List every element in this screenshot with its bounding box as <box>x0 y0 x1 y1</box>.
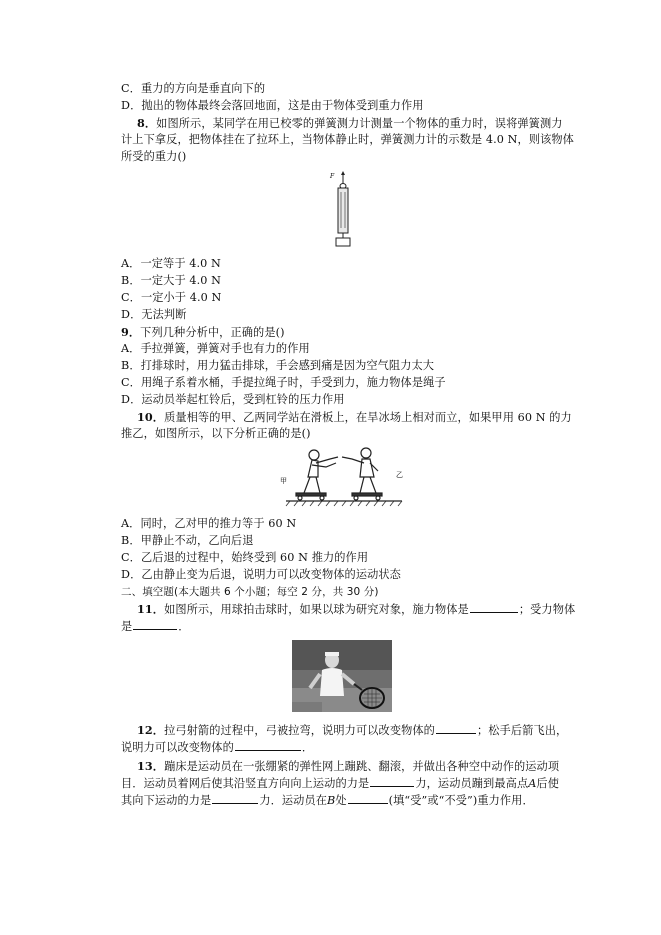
q7-option-d: D．抛出的物体最终会落回地面，这是由于物体受到重力作用 <box>121 99 424 112</box>
force-label: F <box>330 173 335 180</box>
section-fill-in-heading: 二、填空题(本大题共 6 个小题；每空 2 分，共 30 分) <box>121 586 379 598</box>
q7-option-c: C．重力的方向是垂直向下的 <box>121 82 266 95</box>
q13-blank-1[interactable] <box>370 775 414 787</box>
label-jia: 甲 <box>280 477 287 485</box>
q10-option-b: B．甲静止不动，乙向后退 <box>121 534 254 547</box>
q9-option-b: B．打排球时，用力猛击排球，手会感到痛是因为空气阻力太大 <box>121 359 435 372</box>
q8-option-c: C．一定小于 4.0 N <box>121 291 222 304</box>
q10-stem-line1: 10．质量相等的甲、乙两同学站在滑板上，在旱冰场上相对而立，如果甲用 60 N 的力 <box>137 410 572 424</box>
q8-option-d: D．无法判断 <box>121 308 187 321</box>
q11-stem-line1: 11．如图所示，用球拍击球时，如果以球为研究对象，施力物体是 ；受力物体 <box>137 602 576 616</box>
q12-blank-1[interactable] <box>436 722 476 734</box>
q13-stem-line3: 其向下运动的力是 力．运动员在B处 (填“受”或“不受”)重力作用． <box>121 794 534 807</box>
q8-stem-line3: 所受的重力() <box>121 150 187 163</box>
q8-option-a: A．一定等于 4.0 N <box>121 257 221 270</box>
q13-stem-line1: 13．蹦床是运动员在一张绷紧的弹性网上蹦跳、翻滚，并做出各种空中动作的运动项 <box>137 759 560 773</box>
q11-stem-line2: 是 ． <box>121 620 190 633</box>
q9-stem: 9．下列几种分析中，正确的是() <box>121 325 285 339</box>
q11-blank-1[interactable] <box>470 601 518 613</box>
q9-option-c: C．用绳子系着水桶，手提拉绳子时，手受到力，施力物体是绳子 <box>121 376 446 389</box>
q8-stem-line1: 8．如图所示，某同学在用已校零的弹簧测力计测量一个物体的重力时，误将弹簧测力 <box>137 116 563 130</box>
spring-scale-figure <box>328 170 358 250</box>
q8-option-b: B．一定大于 4.0 N <box>121 274 222 287</box>
q9-option-a: A．手拉弹簧，弹簧对手也有力的作用 <box>121 342 310 355</box>
skateboard-push-figure <box>278 443 410 509</box>
q8-stem-line2: 计上下拿反，把物体挂在了拉环上，当物体静止时，弹簧测力计的示数是 4.0 N，则该物体 <box>121 133 574 146</box>
q10-stem-line2: 推乙，如图所示，以下分析正确的是() <box>121 427 311 440</box>
label-yi: 乙 <box>396 471 403 479</box>
q9-option-d: D．运动员举起杠铃后，受到杠铃的压力作用 <box>121 393 345 406</box>
q13-stem-line2: 目．运动员着网后使其沿竖直方向向上运动的力是 力，运动员蹦到最高点A后使 <box>121 777 559 790</box>
q10-option-a: A．同时，乙对甲的推力等于 60 N <box>121 517 297 530</box>
tennis-player-photo <box>292 640 392 712</box>
q12-stem-line2: 说明力可以改变物体的 ． <box>121 741 314 754</box>
q10-option-d: D．乙由静止变为后退，说明力可以改变物体的运动状态 <box>121 568 401 581</box>
q12-blank-2[interactable] <box>235 739 301 751</box>
q10-option-c: C．乙后退的过程中，始终受到 60 N 推力的作用 <box>121 551 369 564</box>
q12-stem-line1: 12．拉弓射箭的过程中，弓被拉弯，说明力可以改变物体的 ；松手后箭飞出， <box>137 723 568 737</box>
q13-blank-2[interactable] <box>212 792 258 804</box>
q13-blank-3[interactable] <box>348 792 388 804</box>
q11-blank-2[interactable] <box>133 618 177 630</box>
